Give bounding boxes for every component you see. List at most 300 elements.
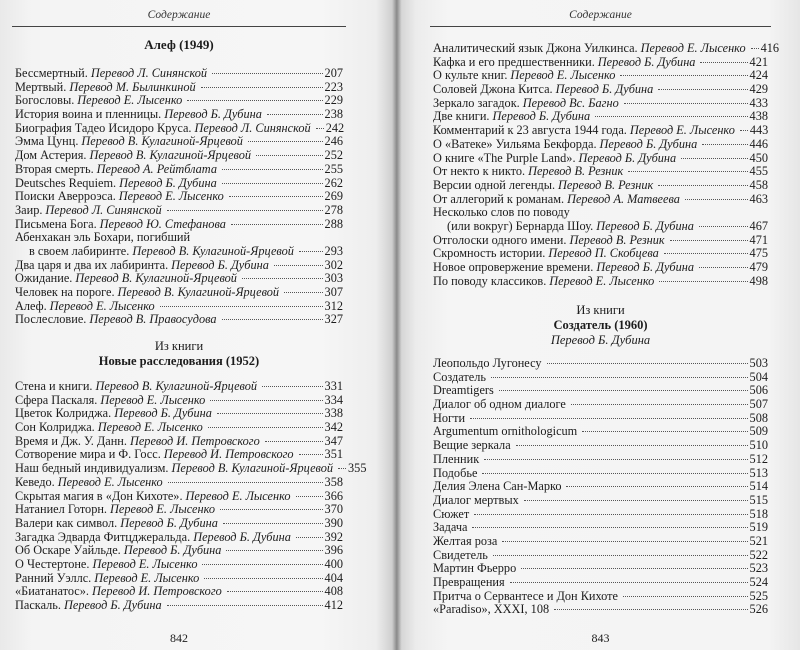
dot-leader [624, 103, 748, 104]
entry-title: Послесловие. [15, 312, 87, 327]
entry-translator: Перевод Е. Лысенко [629, 123, 735, 138]
dot-leader [658, 89, 747, 90]
toc-entry [15, 380, 343, 394]
entry-page: 404 [324, 570, 343, 585]
toc-entry [15, 421, 343, 435]
header-rule [12, 26, 346, 27]
entry-translator: Перевод В. Кулагиной-Ярцевой [81, 134, 243, 149]
toc-entry [433, 371, 768, 385]
dot-leader [474, 514, 747, 515]
toc-entry [15, 394, 343, 408]
entry-title: История воина и пленницы. [15, 107, 162, 122]
toc-entry [15, 313, 343, 327]
entry-translator: Перевод Е. Лысенко [94, 570, 200, 585]
dot-leader [524, 500, 748, 501]
dot-leader [299, 251, 323, 252]
entry-page: 510 [749, 438, 768, 453]
toc-entry [433, 521, 768, 535]
dot-leader [201, 87, 323, 88]
dot-leader [231, 224, 323, 225]
entry-translator: Перевод Б. Дубина [63, 598, 162, 612]
dot-leader [510, 582, 748, 583]
entry-title: Версии одной легенды. [433, 177, 556, 192]
toc-entry [15, 407, 343, 421]
entry-translator: Перевод Е. Лысенко [92, 556, 198, 571]
entry-page: 475 [749, 246, 768, 261]
dot-leader [220, 509, 323, 510]
dot-leader [502, 541, 747, 542]
dot-leader [547, 363, 748, 364]
dot-leader [658, 185, 747, 186]
toc-entry [15, 300, 343, 314]
toc-entry [15, 286, 343, 300]
entry-page: 255 [324, 161, 343, 176]
entry-page: 302 [324, 257, 343, 272]
entry-translator: Перевод Е. Лысенко [110, 502, 216, 517]
entry-page: 429 [749, 82, 768, 97]
dot-leader [242, 278, 323, 279]
toc-entry [15, 599, 343, 613]
entry-title: Паскаль. [15, 598, 61, 612]
toc-entry [15, 163, 343, 177]
entry-page: 207 [324, 66, 343, 80]
entry-page: 443 [749, 123, 769, 138]
dot-leader [482, 473, 747, 474]
entry-title: От некто к никто. [433, 164, 526, 179]
entry-title: Две книги. [433, 109, 490, 124]
entry-translator: Перевод Л. Синянской [194, 120, 311, 135]
toc-entry [15, 490, 343, 504]
entry-translator: Перевод Б. Дубина [555, 82, 654, 97]
running-head: Содержание [569, 9, 632, 21]
entry-page: 471 [749, 232, 768, 247]
toc-entry [433, 453, 768, 467]
section-title: Алеф (1949) [144, 37, 214, 52]
entry-page: 408 [324, 584, 343, 599]
toc-entry [15, 272, 343, 286]
dot-leader [296, 496, 323, 497]
dot-leader [299, 454, 323, 455]
entry-page: 518 [749, 506, 768, 521]
entry-title: Человек на пороге. [15, 285, 115, 299]
dot-leader [210, 400, 322, 401]
entry-page: 524 [749, 575, 768, 589]
toc-entry [15, 461, 367, 476]
entry-page: 269 [324, 189, 343, 204]
entry-translator: Перевод М. Былинкиной [69, 79, 196, 94]
entry-translator: Перевод Е. Лысенко [549, 273, 655, 288]
entry-page: 358 [324, 474, 343, 489]
entry-page: 424 [749, 68, 768, 83]
toc-entry [433, 83, 768, 97]
dot-leader [274, 265, 323, 266]
entry-title: Цветок Колриджа. [15, 406, 112, 421]
entry-title: Наш бедный индивидуализм. [15, 461, 169, 476]
toc-entry [15, 476, 343, 490]
entry-page: 338 [324, 406, 343, 421]
dot-leader [620, 75, 747, 76]
toc-entry [15, 558, 343, 572]
section-title: Создатель (1960) [553, 318, 648, 332]
entry-title: Эмма Цунц. [15, 134, 79, 149]
toc-entry [433, 165, 768, 179]
entry-page: 509 [749, 424, 768, 439]
entry-translator: Перевод Е. Лысенко [100, 392, 206, 407]
entry-title: Новое опровержение времени. [433, 260, 594, 274]
toc-entry [433, 261, 768, 275]
entry-title: Абенхакан эль Бохари, погибший [15, 230, 191, 245]
entry-translator: Перевод П. Скобцева [548, 246, 659, 261]
dot-leader [167, 210, 323, 211]
toc-entry [15, 149, 343, 163]
entry-title: Скромность истории. [433, 246, 546, 261]
dot-leader [623, 596, 748, 597]
toc-entry [433, 69, 768, 83]
entry-title: Диалог об одном диалоге [433, 397, 566, 412]
toc-list [15, 67, 343, 327]
toc-entry [15, 517, 343, 531]
entry-translator: Перевод В. Резник [528, 164, 624, 179]
dot-leader [223, 523, 323, 524]
dot-leader [222, 319, 323, 320]
entry-page: 416 [760, 41, 780, 55]
section-heading [433, 303, 768, 347]
entry-page: 223 [324, 79, 343, 94]
toc-entry [433, 247, 768, 261]
entry-title: Превращения [433, 575, 505, 589]
entry-page: 450 [749, 150, 768, 165]
dot-leader [484, 459, 747, 460]
dot-leader [595, 116, 747, 117]
dot-leader [670, 240, 748, 241]
toc-entry [433, 508, 768, 522]
entry-page: 421 [749, 54, 768, 69]
entry-translator: Перевод Б. Дубина [492, 109, 591, 124]
entry-title: Подобье [433, 465, 478, 480]
entry-translator: Перевод В. Резник [558, 177, 654, 192]
toc-entry [15, 572, 343, 586]
entry-translator: Перевод Е. Лысенко [77, 93, 183, 108]
dot-leader [226, 550, 322, 551]
entry-translator: Перевод И. Петровского [91, 584, 222, 599]
entry-translator: Перевод В. Кулагиной-Ярцевой [75, 271, 237, 286]
entry-title: Ожидание. [15, 271, 73, 286]
entry-title: Комментарий к 23 августа 1944 года. [433, 123, 627, 138]
entry-title: Богословы. [15, 93, 75, 108]
toc-entry [15, 531, 343, 545]
entry-title: Соловей Джона Китса. [433, 82, 553, 97]
toc-entry [15, 122, 343, 136]
entry-translator: Перевод Б. Дубина [597, 54, 696, 69]
entry-title: От аллегорий к романам. [433, 191, 565, 206]
entry-translator: Перевод Е. Лысенко [118, 189, 224, 204]
entry-translator: Перевод Л. Синянской [90, 66, 208, 80]
entry-title: Алеф. [15, 298, 47, 313]
dot-leader [204, 578, 322, 579]
entry-title: (или вокруг) Бернарда Шоу. [447, 218, 594, 233]
dot-leader [470, 418, 748, 419]
entry-title: Бессмертный. [15, 66, 88, 80]
entry-page: 504 [749, 369, 768, 384]
dot-leader [571, 404, 748, 405]
toc-entry [15, 190, 343, 204]
toc-entry [15, 94, 343, 108]
toc-list [433, 357, 768, 617]
entry-translator: Перевод Е. Лысенко [57, 474, 163, 489]
section-prefix: Из книги [576, 303, 625, 317]
dot-leader [284, 292, 322, 293]
running-head: Содержание [147, 9, 211, 21]
entry-page: 238 [324, 107, 343, 122]
entry-page: 523 [749, 561, 768, 576]
toc-entry [433, 562, 768, 576]
entry-title: Дом Астерия. [15, 148, 87, 163]
toc-entry [433, 412, 768, 426]
section-translator: Перевод Б. Дубина [550, 333, 651, 347]
page-number: 843 [591, 631, 610, 645]
toc-entry-line [433, 206, 768, 220]
dot-leader [664, 253, 748, 254]
entry-page: 526 [749, 602, 768, 617]
dot-leader [296, 537, 323, 538]
entry-translator: Перевод В. Кулагиной-Ярцевой [171, 461, 334, 476]
left-page [15, 0, 367, 650]
dot-leader [248, 141, 323, 142]
entry-translator: Перевод Е. Лысенко [97, 420, 203, 435]
toc-entry [433, 234, 768, 248]
entry-page: 246 [324, 134, 343, 149]
entry-page: 508 [749, 410, 768, 425]
entry-page: 446 [749, 136, 768, 151]
entry-title: Время и Дж. У. Данн. [15, 433, 127, 448]
entry-title: Аналитический язык Джона Уилкинса. [433, 41, 638, 55]
entry-title: Делия Элена Сан-Марко [433, 479, 562, 494]
entry-page: 342 [324, 420, 343, 435]
section-title: Новые расследования (1952) [98, 354, 260, 368]
section-heading [15, 38, 343, 52]
entry-translator: Перевод Б. Дубина [596, 218, 694, 233]
entry-page: 467 [749, 218, 768, 233]
dot-leader [521, 568, 747, 569]
entry-title: Зеркало загадок. [433, 95, 520, 110]
entry-page: 513 [749, 465, 768, 480]
entry-translator: Перевод Б. Дубина [119, 175, 217, 190]
entry-translator: Перевод Вс. Багно [522, 95, 619, 110]
toc-entry [433, 439, 768, 453]
entry-translator: Перевод Б. Дубина [123, 543, 222, 558]
dot-leader [160, 306, 323, 307]
dot-leader [566, 486, 747, 487]
toc-entry [433, 535, 768, 549]
dot-leader [167, 605, 323, 606]
entry-page: 507 [749, 397, 768, 412]
entry-page: 433 [749, 95, 768, 110]
entry-title: Диалог мертвых [433, 492, 519, 507]
entry-translator: Перевод Е. Лысенко [185, 488, 291, 503]
entry-title: Натаниел Готорн. [15, 502, 108, 517]
entry-title: Dreamtigers [433, 383, 494, 398]
entry-page: 458 [749, 177, 768, 192]
toc-entry [433, 124, 768, 138]
entry-title: Сфера Паскаля. [15, 392, 98, 407]
toc-entry [15, 81, 343, 95]
dot-leader [681, 158, 747, 159]
header-rule [430, 26, 771, 27]
entry-page: 312 [324, 298, 343, 313]
entry-translator: Перевод И. Петровского [129, 433, 260, 448]
entry-page: 412 [324, 598, 343, 612]
toc-entry [433, 576, 768, 590]
entry-translator: Перевод А. Матвеева [567, 191, 680, 206]
dot-leader [491, 377, 748, 378]
entry-title: Argumentum ornithologicum [433, 424, 578, 439]
toc-entry [15, 204, 343, 218]
entry-page: 498 [749, 273, 768, 288]
dot-leader [659, 281, 747, 282]
entry-page: 463 [749, 191, 768, 206]
entry-translator: Перевод Б. Дубина [120, 515, 218, 530]
entry-page: 331 [324, 379, 343, 393]
entry-translator: Перевод Б. Дубина [171, 257, 269, 272]
entry-translator: Перевод Л. Синянской [45, 202, 162, 217]
entry-title: Создатель [433, 369, 486, 384]
entry-title: Сюжет [433, 506, 470, 521]
dot-leader [338, 468, 346, 469]
dot-leader [699, 267, 748, 268]
toc-entry-line [15, 231, 343, 245]
entry-translator: Перевод В. Кулагиной-Ярцевой [89, 148, 252, 163]
entry-title: Биография Тадео Исидоро Круса. [15, 120, 192, 135]
entry-page: 400 [324, 556, 343, 571]
entry-page: 390 [324, 515, 343, 530]
dot-leader [267, 114, 323, 115]
entry-translator: Перевод В. Правосудова [89, 312, 217, 327]
right-page [433, 0, 780, 650]
toc-entry [433, 357, 768, 371]
entry-title: Загадка Эдварда Фитцджеральда. [15, 529, 191, 544]
toc-entry [15, 177, 343, 191]
toc-entry [15, 218, 343, 232]
dot-leader [227, 591, 323, 592]
toc-entry [15, 135, 343, 149]
entry-title: Два царя и два их лабиринта. [15, 257, 169, 272]
entry-page: 515 [749, 492, 768, 507]
entry-translator: Перевод А. Рейтблата [96, 161, 217, 176]
section-prefix: Из книги [154, 339, 204, 353]
toc-list [15, 379, 367, 613]
entry-translator: Перевод Б. Дубина [599, 136, 698, 151]
toc-entry [433, 384, 768, 398]
dot-leader [187, 100, 322, 101]
page-number: 842 [170, 631, 188, 645]
entry-translator: Перевод В. Кулагиной-Ярцевой [132, 243, 294, 258]
toc-entry [433, 590, 768, 604]
entry-title: «Paradiso», XXXI, 108 [433, 602, 550, 617]
entry-title: Несколько слов по поводу [433, 205, 570, 220]
entry-page: 278 [324, 202, 343, 217]
dot-leader [582, 431, 747, 432]
entry-translator: Перевод Б. Дубина [193, 529, 291, 544]
toc-entry [15, 108, 343, 122]
dot-leader [222, 183, 323, 184]
entry-translator: Перевод Е. Лысенко [640, 41, 746, 55]
dot-leader [472, 527, 747, 528]
entry-page: 438 [749, 109, 768, 124]
toc-entry [433, 467, 768, 481]
entry-page: 455 [749, 164, 768, 179]
entry-page: 347 [324, 433, 343, 448]
dot-leader [316, 128, 324, 129]
dot-leader [217, 413, 323, 414]
entry-title: Пленник [433, 451, 480, 466]
entry-title: Скрытая магия в «Дон Кихоте». [15, 488, 183, 503]
entry-translator: Перевод В. Резник [569, 232, 665, 247]
dot-leader [516, 445, 748, 446]
toc-list [433, 41, 780, 288]
entry-title: О культе книг. [433, 68, 508, 83]
dot-leader [699, 226, 748, 227]
entry-title: Вторая смерть. [15, 161, 94, 176]
entry-title: Кеведо. [15, 474, 55, 489]
dot-leader [168, 482, 323, 483]
entry-title: О «Ватеке» Уильяма Бекфорда. [433, 136, 597, 151]
entry-title: в своем лабиринте. [29, 243, 130, 258]
entry-title: Ногти [433, 410, 466, 425]
entry-page: 262 [324, 175, 343, 190]
dot-leader [554, 609, 747, 610]
toc-entry [433, 494, 768, 508]
entry-translator: Перевод И. Петровского [163, 447, 294, 462]
entry-title: Ранний Уэллс. [15, 570, 92, 585]
entry-page: 355 [348, 461, 367, 476]
entry-title: Притча о Сервантесе и Дон Кихоте [433, 588, 618, 603]
entry-page: 503 [749, 356, 768, 370]
entry-translator: Перевод В. Кулагиной-Ярцевой [95, 379, 258, 393]
toc-entry [433, 549, 768, 563]
toc-entry [433, 179, 768, 193]
entry-translator: Перевод Б. Дубина [114, 406, 212, 421]
entry-title: О Честертоне. [15, 556, 90, 571]
entry-title: Deutsches Requiem. [15, 175, 117, 190]
entry-page: 366 [324, 488, 343, 503]
entry-page: 519 [749, 520, 768, 535]
dot-leader [628, 171, 747, 172]
entry-page: 522 [749, 547, 768, 562]
entry-page: 521 [749, 533, 768, 548]
toc-entry [433, 425, 768, 439]
toc-entry [15, 245, 343, 259]
entry-page: 370 [324, 502, 343, 517]
entry-page: 512 [749, 451, 768, 466]
toc-entry [15, 503, 343, 517]
toc-entry [433, 603, 768, 617]
entry-title: Валери как символ. [15, 515, 118, 530]
entry-page: 307 [324, 285, 343, 299]
toc-entry [433, 275, 768, 289]
dot-leader [256, 155, 323, 156]
dot-leader [202, 564, 322, 565]
toc-entry [433, 480, 768, 494]
toc-entry [433, 220, 768, 234]
entry-page: 392 [324, 529, 343, 544]
entry-page: 303 [324, 271, 343, 286]
entry-title: По поводу классиков. [433, 273, 547, 288]
entry-page: 351 [324, 447, 343, 462]
entry-page: 242 [325, 120, 345, 135]
entry-translator: Перевод Б. Дубина [164, 107, 262, 122]
entry-title: Мартин Фьерро [433, 561, 517, 576]
entry-title: «Биатанатос». [15, 584, 89, 599]
